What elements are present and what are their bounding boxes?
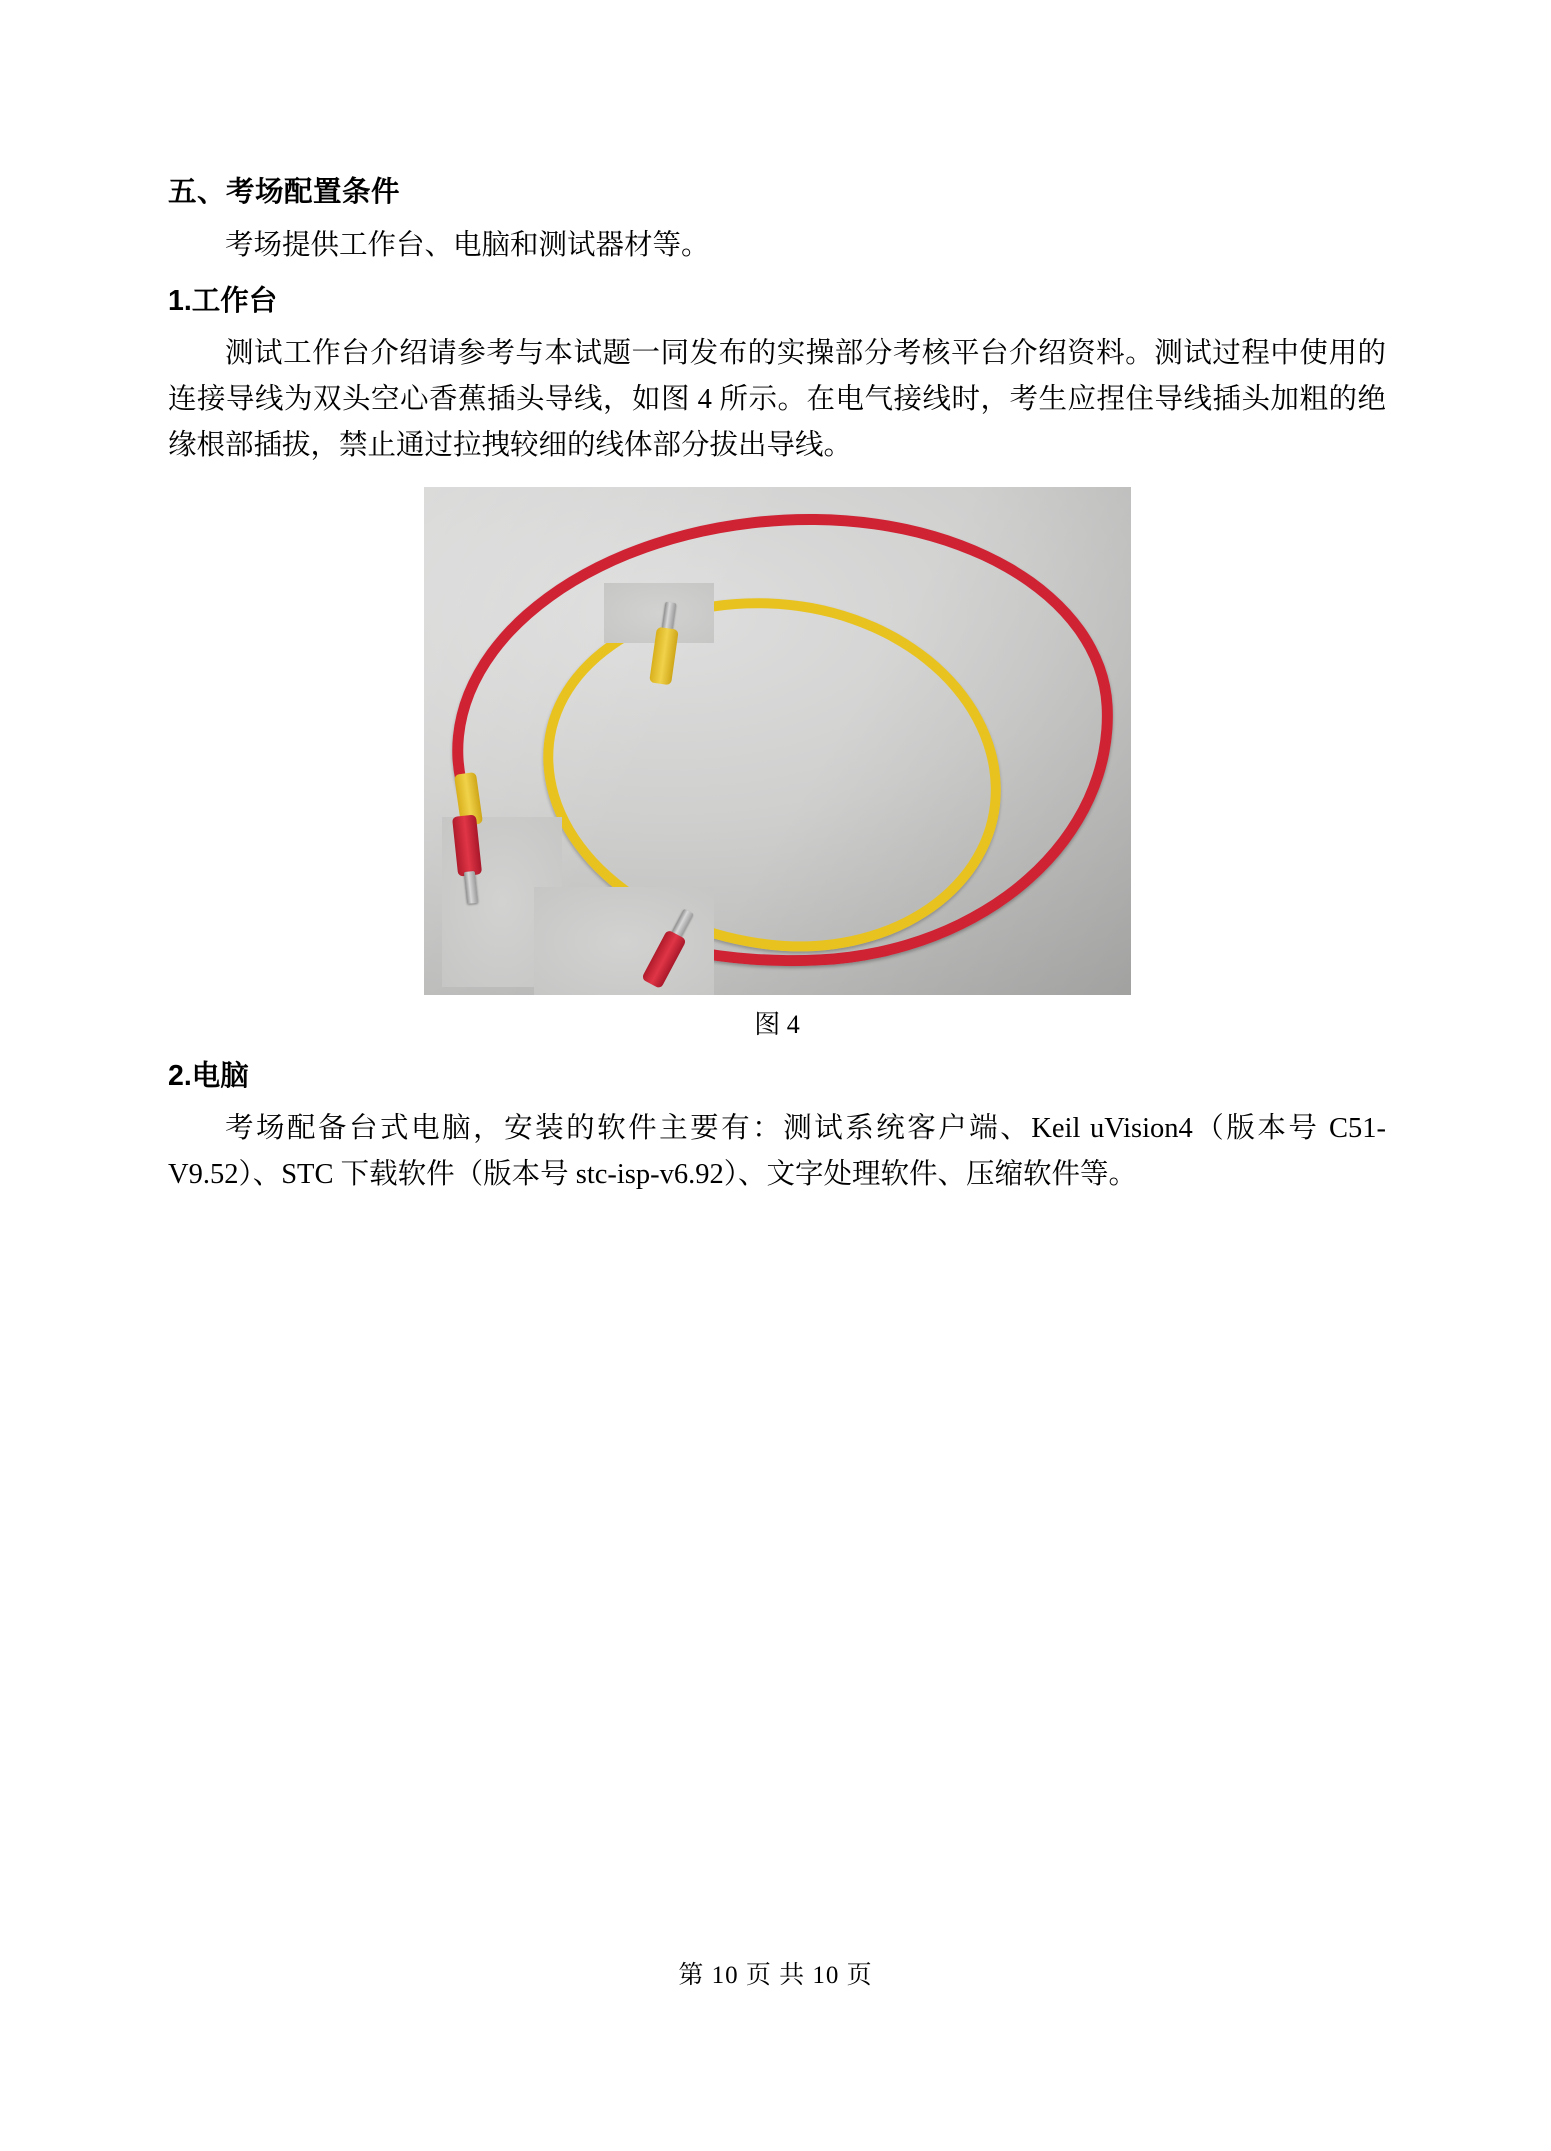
subsection-1-paragraph: 测试工作台介绍请参考与本试题一同发布的实操部分考核平台介绍资料。测试过程中使用的连接导线为双头空心香蕉插头导线，如图 4 所示。在电气接线时，考生应捏住导线插头加粗的绝缘根部插拔，禁止通过拉拽较细的线体部分拔出导线。 — [168, 337, 1386, 462]
photo-surface-patch — [534, 887, 714, 995]
figure-caption: 图 4 — [754, 1010, 800, 1040]
subsection-1-heading: 1.工作台 — [168, 285, 278, 318]
page-content — [168, 172, 1386, 1202]
banana-plug-test-leads-photo — [424, 487, 1131, 995]
page-footer: 第 10 页 共 10 页 — [678, 1962, 873, 1989]
subsection-2-heading: 2.电脑 — [168, 1060, 249, 1093]
section-heading: 五、考场配置条件 — [168, 176, 401, 208]
figure-block — [168, 487, 1386, 1044]
subsection-2-paragraph: 考场配备台式电脑，安装的软件主要有：测试系统客户端、Keil uVision4（版本号 C51-V9.52）、STC 下载软件（版本号 stc-isp-v6.92）、文字处理软件、压缩软件等。 — [168, 1112, 1386, 1190]
intro-paragraph: 考场提供工作台、电脑和测试器材等。 — [225, 230, 710, 262]
